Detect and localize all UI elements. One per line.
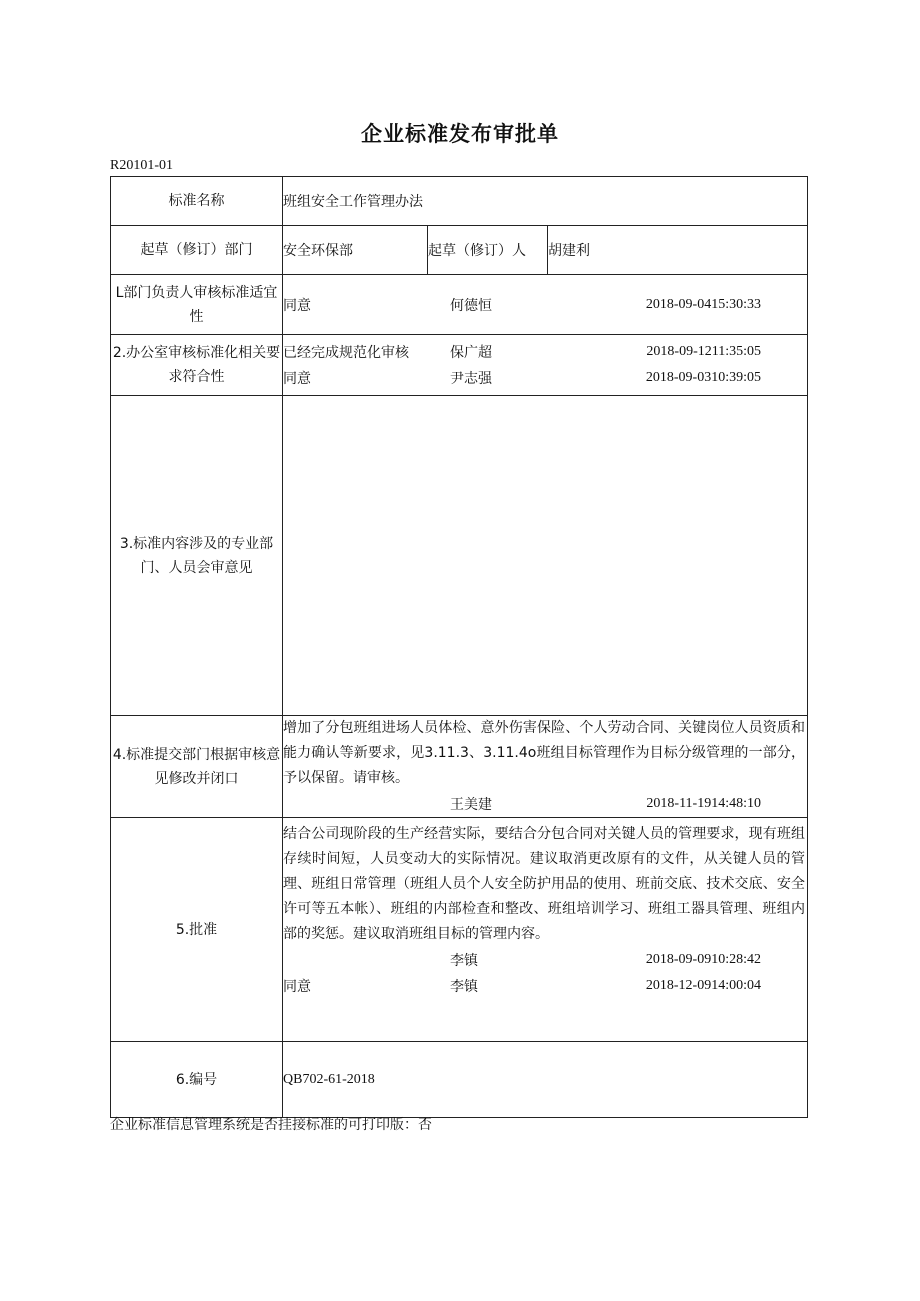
approval-signature	[283, 973, 807, 999]
joint-review-content	[283, 396, 808, 716]
sign-time: 2018-12-0914:00:04	[645, 978, 761, 993]
sign-time: 2018-09-0910:28:42	[645, 952, 761, 967]
page-title: 企业标准发布审批单	[361, 122, 559, 146]
row-number	[111, 1042, 808, 1118]
row-standard-name	[111, 177, 808, 226]
review-entry	[283, 365, 807, 391]
row-dept-review	[111, 275, 808, 335]
office-review-label: 2.办公室审核标准化相关要求符合性	[111, 335, 283, 396]
reviewer-name: 尹志强	[450, 371, 492, 387]
approval-label: 5.批准	[111, 818, 283, 1042]
approval-content	[283, 818, 808, 1042]
revision-label: 4.标准提交部门根据审核意见修改并闭口	[111, 716, 283, 818]
dept-review-label: L部门负责人审核标准适宜性	[111, 275, 283, 335]
signer-name: 王美建	[450, 797, 492, 813]
joint-review-label: 3.标准内容涉及的专业部门、人员会审意见	[111, 396, 283, 716]
row-joint-review	[111, 396, 808, 716]
review-entry	[283, 339, 807, 365]
revision-signature	[283, 791, 807, 817]
revision-text: 增加了分包班组进场人员体检、意外伤害保险、个人劳动合同、关键岗位人员资质和能力确认等新要求，见3.11.3、3.11.4o班组目标管理作为目标分级管理的一部分，予以保留。请审核。	[283, 720, 805, 786]
review-opinion: 同意	[283, 297, 311, 314]
signer-name: 李镇	[450, 979, 478, 995]
number-label: 6.编号	[111, 1042, 283, 1118]
sign-time: 2018-11-1914:48:10	[646, 796, 761, 811]
footer-note: 企业标准信息管理系统是否挂接标准的可打印版：否	[110, 1117, 432, 1133]
row-drafting	[111, 226, 808, 275]
review-time: 2018-09-0310:39:05	[645, 370, 761, 385]
drafting-person-value: 胡建利	[548, 226, 808, 275]
review-time: 2018-09-1211:35:05	[646, 344, 761, 359]
drafting-person-label: 起草（修订）人	[428, 226, 548, 275]
approval-text: 结合公司现阶段的生产经营实际，要结合分包合同对关键人员的管理要求，现有班组存续时间短，人员变动大的实际情况。建议取消更改原有的文件，从关键人员的管理、班组日常管理（班组人员个人安全防护用品的使用、班前交底、技术交底、安全许可等五本帐）、班组的内部检查和整改、班组培训学习、班组工器具管理、班组内部的奖惩。建议取消班组目标的管理内容。	[283, 826, 805, 942]
review-entry	[283, 292, 807, 318]
document-number: R20101-01	[110, 158, 173, 173]
office-review-content	[283, 335, 808, 396]
approval-opinion: 同意	[283, 979, 311, 995]
row-office-review	[111, 335, 808, 396]
standard-number-value: QB702-61-2018	[283, 1042, 808, 1118]
dept-review-content	[283, 275, 808, 335]
drafting-dept-value: 安全环保部	[283, 226, 428, 275]
review-time: 2018-09-0415:30:33	[645, 296, 761, 312]
approval-signature	[283, 947, 807, 973]
review-opinion: 已经完成规范化审核	[283, 345, 409, 361]
signer-name: 李镇	[450, 953, 478, 969]
standard-name-label: 标准名称	[111, 177, 283, 226]
reviewer-name: 何德恒	[450, 297, 492, 314]
row-approval	[111, 818, 808, 1042]
standard-name-value: 班组安全工作管理办法	[283, 177, 808, 226]
reviewer-name: 保广超	[450, 345, 492, 361]
revision-content	[283, 716, 808, 818]
row-revision	[111, 716, 808, 818]
approval-form-table	[110, 176, 808, 1118]
drafting-dept-label: 起草（修订）部门	[111, 226, 283, 275]
review-opinion: 同意	[283, 371, 311, 387]
